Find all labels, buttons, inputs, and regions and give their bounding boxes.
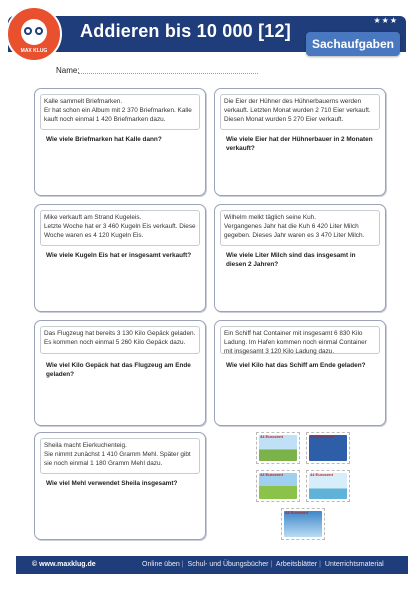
name-label: Name: [56, 66, 80, 75]
task-text: Kalle sammelt Briefmarken. Er hat schon ein Album mit 2 370 Briefmarken. Kalle kauft noch einmal 1 420 Briefmarken dazu. [40, 94, 200, 130]
task-text: Sheila macht Eierkuchenteig. Sie nimmt zunächst 1 410 Gramm Mehl. Später gibt sie noch einmal 1 180 Gramm Mehl dazu. [40, 438, 200, 474]
task-card-1 [34, 88, 206, 196]
footer-link-material[interactable]: Unterrichtsmaterial [324, 561, 384, 568]
stamp-value: 44 Eurocent [310, 472, 333, 477]
hills-stamp-icon [256, 432, 300, 464]
task-text: Mike verkauft am Strand Kugeleis. Letzte Woche hat er 3 460 Kugeln Eis verkauft. Diese Woche waren es 4 120 Kugeln Eis. [40, 210, 200, 246]
sky-stamp-icon [281, 508, 325, 540]
fox-face-icon [21, 19, 47, 45]
task-question: Wie viel Mehl verwendet Sheila insgesamt? [46, 480, 178, 487]
stamp-value: 44 Eurocent [285, 510, 308, 515]
task-question: Wie viele Briefmarken hat Kalle dann? [46, 136, 162, 143]
stamp-value: 44 Eurocent [260, 472, 283, 477]
task-card-2 [214, 88, 386, 196]
task-text: Das Flugzeug hat bereits 3 130 Kilo Gepäck geladen. Es kommen noch einmal 5 260 Kilo Gepäck dazu. [40, 326, 200, 354]
task-card-6 [214, 320, 386, 426]
stamp-collection [248, 432, 358, 544]
task-card-7 [34, 432, 206, 540]
stamp-value: 44 Eurocent [260, 434, 283, 439]
footer-link-books[interactable]: Schul- und Übungsbücher [187, 561, 269, 568]
task-question: Wie viel Kilo hat das Schiff am Ende geladen? [226, 362, 366, 369]
footer-links: Online üben | Schul- und Übungsbücher | Arbeitsblätter | Unterrichtsmaterial [142, 561, 384, 568]
road-stamp-icon [256, 470, 300, 502]
task-card-4 [214, 204, 386, 312]
stamp-value: 44 Eurocent [310, 434, 333, 439]
category-badge: Sachaufgaben [306, 32, 400, 56]
task-card-5 [34, 320, 206, 426]
task-question: Wie viele Eier hat der Hühnerbauer in 2 Monaten verkauft? [226, 136, 373, 152]
task-question: Wie viele Kugeln Eis hat er insgesamt verkauft? [46, 252, 192, 259]
name-line [78, 73, 258, 74]
worksheet-title: Addieren bis 10 000 [12] [80, 21, 291, 41]
task-text: Die Eier der Hühner des Hühnerbauerns werden verkauft. Letzten Monat wurden 2 710 Eier verkauft. Diesen Monat wurden 5 270 Eier verkauft. [220, 94, 380, 130]
lighthouse-stamp-icon [306, 470, 350, 502]
difficulty-stars: ★★★ [373, 16, 398, 25]
task-question: Wie viele Liter Milch sind das insgesamt in diesen 2 Jahren? [226, 252, 356, 268]
footer-site-link[interactable]: © www.maxklug.de [32, 561, 96, 568]
footer-link-online[interactable]: Online üben [142, 561, 180, 568]
task-card-3 [34, 204, 206, 312]
task-text: Wilhelm melkt täglich seine Kuh. Vergangenes Jahr hat die Kuh 6 420 Liter Milch gegeben. Dieses Jahr waren es 3 470 Liter Milch. [220, 210, 380, 246]
moon-stamp-icon [306, 432, 350, 464]
task-question: Wie viel Kilo Gepäck hat das Flugzeug am Ende geladen? [46, 362, 191, 378]
footer-link-worksheets[interactable]: Arbeitsblätter [275, 561, 318, 568]
task-text: Ein Schiff hat Container mit insgesamt 6 830 Kilo Ladung. Im Hafen kommen noch einmal Container mit insgesamt 3 120 Kilo Ladung dazu. [220, 326, 380, 354]
footer-bar [16, 556, 408, 574]
glasses-right-icon [35, 27, 43, 35]
logo-text: MAX KLUG [20, 48, 48, 54]
glasses-left-icon [24, 27, 32, 35]
max-klug-logo [6, 6, 62, 62]
